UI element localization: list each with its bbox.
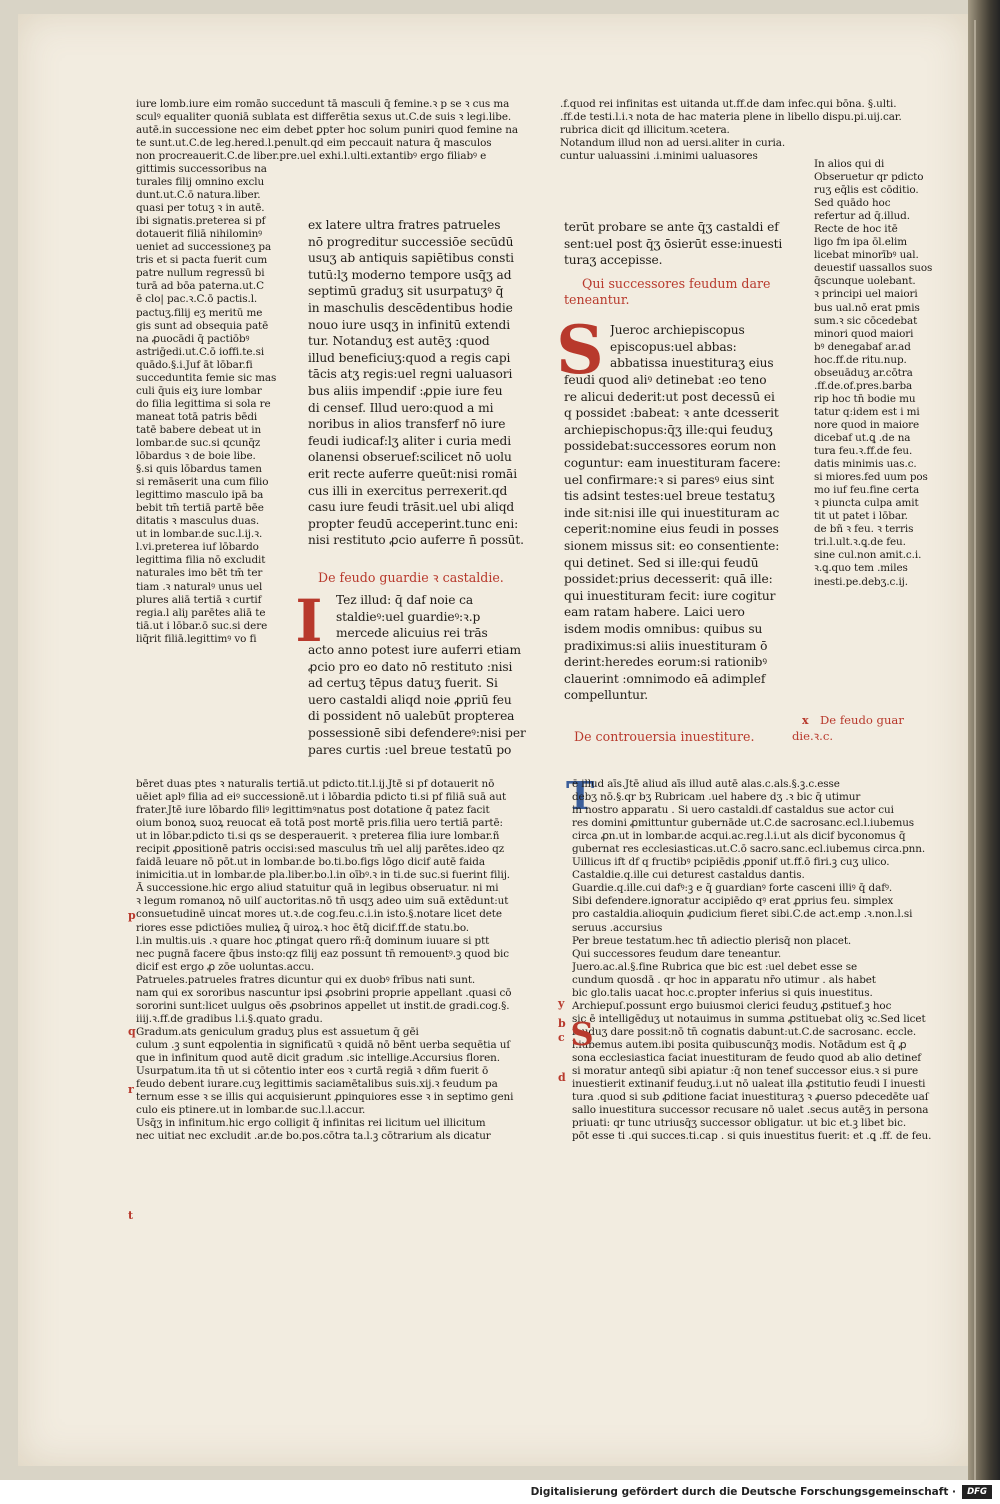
text-line: usuʒ ab antiquis sapiētibus consti [308, 251, 514, 266]
text-line: consuetudinē uincat mores ut.ꝛ.de cog.feu.c.i.in isto.§.notare licet dete [136, 908, 502, 921]
text-line: dicif est ergo ꝓ zōe uoluntas.accu. [136, 960, 315, 973]
text-line: gubernat res ecclesiasticas.ut.C.ō sacro.sanc.ecl.iubemus circa.pnn. [572, 843, 926, 856]
text-line: possessionē sibi defendereꝰ:nisi per [308, 725, 526, 740]
book-spine [968, 0, 1000, 1504]
text-line: pro castaldia.alioquin ꝓudicium fieret sibi.C.de act.emp .ꝛ.non.l.si [572, 908, 913, 921]
text-line: Uillicus ift df q fructibꝰ pcipiēdis ꝓponif ut.ff.ō firi.ꝫ cuʒ ulico. [572, 856, 890, 869]
text-line: in maschulis descēdentibus hodie [308, 300, 513, 315]
text-line: archiepischopus:q̄ʒ ille:qui feuduʒ [564, 422, 773, 437]
text-line: naturales imo bēt tm̄ ter [136, 567, 263, 580]
successores-first-lines [610, 322, 810, 372]
text-line: Qui successores feudum dare teneantur. [572, 947, 782, 960]
text-line: feudo debent iurare.cuʒ legittimis saciamētalibus suis.xij.ꝛ feudum pa [136, 1078, 498, 1091]
text-line: nō progreditur successiōe secūdū [308, 234, 514, 249]
text-line: uel confirmare:ꝛ si paresꝰ eius sint [564, 472, 775, 487]
text-line: refertur ad q̄.illud. [814, 210, 910, 223]
margin-mark-y: y [558, 997, 565, 1010]
text-line: quasi per totuʒ ꝛ in autē. [136, 202, 265, 215]
text-line: succeduntita femie sic mas [136, 371, 277, 384]
margin-mark-d: d [558, 1071, 566, 1084]
guardie-first-lines [336, 592, 551, 642]
text-line: .ff.de.of.pres.barba [814, 379, 913, 392]
text-line: feudi iudicaf:lʒ aliter i curia medi [308, 433, 512, 448]
text-line: di censef. Illud uero:quod a mi [308, 400, 494, 415]
text-line: Archiepuſ.possunt ergo buiusmoi clerici feuduʒ ꝓstituef.ꝫ hoc [572, 999, 892, 1012]
text-line: Usq̄ʒ in infinitum.hic ergo colligit q̄ infinitas rei licitum uel illicitum [136, 1117, 486, 1130]
text-line: Juero.ac.al.§.fine Rubrica que bic est :uel debet esse se [572, 960, 858, 973]
text-line: tris et si pacta fuerit cum [136, 254, 268, 267]
text-line: erit recte auferre queūt:nisi romāi [308, 466, 518, 481]
text-line: patre nullum regressū bi [136, 267, 265, 280]
heading-successores: Qui successores feudum dare [582, 276, 771, 291]
text-line: tatur q:idem est i mi [814, 405, 920, 418]
text-line: tiam .ꝛ naturalꝰ unus uel [136, 580, 263, 593]
text-line: q possidet :babeat: ꝛ ante dcesserit [564, 406, 779, 421]
text-line: turaʒ accepisse. [564, 253, 663, 268]
text-line: tatē babere debeat ut in [136, 423, 262, 436]
text-line: nec uitiat nec excludit .ar.de bo.pos.cōtra ta.l.ꝫ cōtrarium als dicatur [136, 1130, 491, 1143]
text-line: Patrueles.patrueles fratres dicuntur qui ex duobꝰ frībus nati sunt. [136, 973, 476, 986]
text-line: legittimo masculo ipā ba [136, 489, 264, 502]
heading-successores-line2: teneantur. [564, 292, 630, 307]
text-line: ut in lombar.de suc.l.ij.ꝛ. [136, 528, 263, 541]
text-line: na ꝓuocādi q̄ pactiōbꝰ [136, 332, 250, 345]
text-line: .ff.de testi.l.i.ꝛ nota de hac materia plene in libello dispu.pi.uij.car. [560, 111, 902, 124]
footer-bar [0, 1480, 1000, 1504]
text-line: ꝛ principi uel maiori [814, 288, 918, 301]
text-line: qui inuestituram fecit: iure cogitur [564, 588, 776, 603]
gloss-far-right [814, 158, 966, 589]
text-line: Sed quādo hoc [814, 197, 891, 210]
text-line: casu iure feudi trāsit.uel ubi aliqd [308, 500, 515, 515]
text-line: Obseruetur qr pdicto [814, 171, 924, 184]
text-line: nisi restituto ꝓcio auferre n̄ possūt. [308, 533, 524, 548]
text-line: sum.ꝛ sic cōcedebat [814, 314, 918, 327]
text-line: bus ual.nō erat pmis [814, 301, 920, 314]
text-line: ē clo| pac.ꝛ.C.ō pactis.l. [136, 293, 258, 306]
text-line: l.vi.preterea iuf lōbardo [136, 541, 259, 554]
text-line: In alios qui di [814, 158, 885, 170]
gloss-bottom-left [136, 778, 546, 1143]
text-line: culo eis ptinere.ut in lombar.de suc.l.l.accur. [136, 1104, 366, 1117]
text-line: bēret duas ptes ꝛ naturalis tertiā.ut pdicto.tit.l.ij.Jtē si pf dotauerit nō [136, 778, 495, 790]
text-line: riores esse pdictiōes mulieꝝ q̄ uiroꝝ.ꝛ hoc ētq̄ dicif.ff.de statu.bo. [136, 921, 469, 934]
gloss-bottom-right [572, 778, 964, 1143]
text-line: Notandum illud non ad uersi.aliter in curia. [560, 137, 786, 150]
text-line: tiā.ut i lōbar.ō suc.si dere [136, 619, 268, 632]
dfg-logo: DFG [962, 1485, 992, 1499]
text-line: tācis atʒ regis:uel regni ualuasori [308, 367, 513, 382]
text-line: olanensi obseruef:scilicet nō uolu [308, 450, 512, 465]
successores-paragraph [564, 372, 812, 704]
text-line: inesti.pe.debʒ.c.ij. [814, 575, 908, 588]
margin-mark-t: t [128, 1209, 134, 1222]
text-line: clauerint :omnimodo eā adimplef [564, 671, 766, 686]
text-line: derint:heredes eorum:si rationibꝰ [564, 655, 767, 670]
text-line: .f.quod rei infinitas est uitanda ut.ff.de dam infec.qui bōna. §.ulti. [560, 98, 897, 110]
text-line: hoc.ff.de ritu.nup. [814, 353, 907, 366]
text-line: compelluntur. [564, 688, 649, 703]
text-line: iure lomb.iure eim romāo succedunt tā masculi q̄ femine.ꝛ p se ꝛ cus ma [136, 98, 510, 110]
text-line: turales filij omnino exclu [136, 176, 265, 189]
text-line: ꝛ.ꝗ.quo tem .miles [814, 562, 908, 575]
text-line: ruʒ eq̄lis est cōditio. [814, 184, 919, 197]
dropcap-gloss-right: T [566, 773, 595, 818]
text-line: Ā successione.hic ergo aliud statuitur quā in legibus obseruatur. ni mi [136, 882, 499, 895]
text-line: uēiet aplꝰ filia ad eiꝰ successionē.ut i lōbardia pdicto ti.si pf filiā suā aut [136, 791, 507, 804]
text-line: tutū:lʒ moderno tempore usq̄ʒ ad [308, 267, 512, 282]
text-line: ceperit:nomine eius feudi in posses [564, 522, 779, 537]
text-line: sionem missus sit: eo consentiente: [564, 538, 780, 553]
text-line: non procreauerit.C.de liber.pre.uel exhi.l.ulti.extantibꝰ ergo filiabꝰ e [136, 150, 487, 163]
text-line: ꝛ legum romanoꝝ nō uilſ auctoritas.nō tn̄ usqʒ adeo uim suā extēdunt:ut [136, 895, 509, 908]
gloss-top-left [136, 98, 546, 163]
text-line: do filia legittima si sola re [136, 397, 271, 410]
text-line: culi q̄uis eiʒ iure lombar [136, 384, 262, 397]
text-line: nouo iure usqʒ in infinitū extendi [308, 317, 511, 332]
text-line: obseuāduʒ ar.cōtra [814, 366, 913, 379]
text-line: mo iuf feu.fine certa [814, 484, 920, 497]
margin-mark-q: q [128, 1025, 136, 1038]
text-line: gittimis successoribus na [136, 163, 267, 175]
text-line: dicebaf ut.ꝗ .de na [814, 431, 911, 444]
text-line: Tez illud: q̄ daf noie ca [336, 593, 474, 607]
dropcap-guardie: I [295, 587, 323, 655]
text-line: astriḡedi.ut.C.ō ioffi.te.si [136, 345, 265, 358]
text-line: turā ad bōa paterna.ut.C [136, 280, 264, 293]
text-line: cuntur ualuassini .i.minimi ualuasores [560, 150, 758, 163]
text-line: sororini sunt:licet uulgus oēs ꝓsobrinos appellet ut instit.de gradi.cog.§. [136, 999, 510, 1012]
text-line: si remāserit una cum filio [136, 476, 269, 489]
text-line: Per breue testatum.hec tn̄ adiectio plerisq̄ non placet. [572, 934, 852, 947]
text-line: noribus in alios transferf nō iure [308, 417, 506, 432]
text-line: circa ꝓn.ut in lombar.de acqui.ac.reg.l.i.ut als dicif byconomus q̄ [572, 830, 906, 843]
text-line: Castaldie.q.ille cui deturest castaldus dantis. [572, 869, 805, 882]
text-line: bebit tm̄ tertiā partē bēe [136, 502, 264, 515]
text-line: bꝰ denegabaf ar.ad [814, 340, 911, 353]
text-line: bic glo.talis uacat hoc.c.propter inferius si quis inuestitus. [572, 986, 873, 999]
text-line: tis adsint testes:uel breue testatuʒ [564, 489, 775, 504]
text-line: sculꝰ equaliter quoniā sublata est differētia sexus ut.C.de suis ꝛ legi.libe. [136, 111, 512, 124]
text-line: ibi signatis.preterea si pf [136, 215, 266, 228]
text-line: inuestierit extinanif feuduʒ.i.ut nō ualeat illa ꝓstitutio feudi I inuesti [572, 1078, 926, 1091]
text-line: sona ecclesiastica faciat inuestituram de feudo quod ab alio detinef [572, 1051, 922, 1064]
text-line: in nostro apparatu . Si uero castaldi.df castaldus sue actor cui [572, 804, 894, 817]
text-line: l.in multis.uis .ꝛ quare hoc ꝓtingat quero rñ:q̄ dominum iuuare si ptt [136, 934, 490, 947]
text-line: ueniet ad successioneʒ pa [136, 241, 272, 254]
text-line: uero castaldi aliqd noie ꝓpriū feu [308, 692, 512, 707]
text-line: tura .quod si sub ꝓditione faciat inuestituraʒ ꝛ ꝓuerso pdecedēte uaſ [572, 1091, 929, 1104]
text-line: inde sit:nisi ille qui inuestituram ac [564, 505, 780, 520]
text-line: licebat minorībꝰ ual. [814, 249, 919, 262]
guardie-paragraph [308, 642, 553, 758]
margin-mark-x: x [802, 714, 809, 727]
text-line: l.iubemus autem.ibi posita quibuscunq̄ʒ modis. Notādum est q̄ ꝓ [572, 1038, 907, 1051]
text-line: dotauerit filiā nihilominꝰ [136, 228, 263, 241]
text-line: que in infinitum quod autē dicit gradum .sic intellige.Accursius floren. [136, 1051, 500, 1064]
text-line: qui detinet. Sed si ille:qui feudū [564, 555, 759, 570]
text-line: maneat totā patris bēdi [136, 410, 258, 423]
margin-mark-c: c [558, 1031, 565, 1044]
text-line: tura feu.ꝛ.ff.de feu. [814, 445, 913, 458]
text-line: autē.in successione nec eim debet ꝑpter hoc solum puniri quod femine na [136, 124, 518, 137]
gloss-left-narrow [136, 163, 296, 646]
margin-mark-p: p [128, 909, 136, 922]
text-line: possidebat:successores eorum non [564, 439, 777, 454]
text-line: di possident nō ualebūt propterea [308, 709, 515, 724]
text-line: re alicui dederit:ut post decessū ei [564, 389, 775, 404]
text-line: si miores.fed uum pos [814, 471, 928, 484]
text-line: liq̄rit filiā.legittimꝰ vo fi [136, 632, 257, 645]
text-line: illud beneficiuʒ:quod a regis capi [308, 350, 511, 365]
margin-mark-b: b [558, 1017, 566, 1030]
text-line: faidā leuare nō pōt.ut in lombar.de bo.ti.bo.figs lōgo dicif autē faida [136, 856, 485, 869]
text-line: propter feudū acceperint.tunc eni: [308, 516, 519, 531]
heading-feudo-guardie: De feudo guardie ꝛ castaldie. [318, 570, 504, 585]
text-line: feuduʒ dare possit:nō tn̄ cognatis dabunt:ut.C.de sacrosanc. eccle. [572, 1025, 917, 1038]
text-line: ligo fm ipa ōl.elim [814, 236, 907, 249]
text-line: coguntur: eam inuestituram facere: [564, 455, 781, 470]
text-line: sent:uel post q̄ʒ ōsierūt esse:inuesti [564, 236, 783, 251]
dropcap-gloss-successores: S [570, 1015, 594, 1053]
text-line: res domini ꝓmittuntur gubernāde ut.C.de sacrosanc.ecl.l.iubemus [572, 817, 915, 830]
text-line: Jueroc archiepiscopus [610, 323, 745, 337]
text-line: nore quod in maiore [814, 418, 920, 431]
text-line: lombar.de suc.si qcunq̄z [136, 436, 261, 449]
book-page [18, 14, 968, 1466]
text-line: tri.l.ult.ꝛ.ꝗ.de feu. [814, 536, 906, 549]
heading-controversia: De controuersia inuestiture. [574, 729, 755, 744]
text-line: debʒ nō.§.qr bʒ Rubricam .uel habere dʒ .ꝛ bic q̄ utimur [572, 791, 861, 804]
text-line: septimū graduʒ sit usurpatuʒꝰ q̄ [308, 284, 504, 299]
text-line: nam qui ex sororibus nascuntur ipsi ꝓsobrini proprie appellant .quasi cō [136, 986, 512, 999]
text-line: possidet:prius decesserit: quā ille: [564, 572, 773, 587]
text-line: Sibi defendere.ignoratur accipiēdo qꝰ erat ꝓprius feu. simplex [572, 895, 894, 908]
text-line: sic ē intelligēduʒ ut notauimus in summa ꝓstituebat oliʒ ꝛc.Sed licet [572, 1012, 926, 1025]
text-line: seruus .accursius [572, 921, 663, 934]
text-line: rubrica dicit qd illicitum.ꝛcetera. [560, 124, 730, 137]
text-line: deuestif uassallos suos [814, 262, 933, 275]
heading-feudo-guar-line2: die.ꝛ.c. [792, 729, 834, 743]
text-line: abbatissa inuestituraʒ eius [610, 356, 774, 371]
text-line: Gradum.ats geniculum graduʒ plus est assuetum q̄ gēi [136, 1025, 419, 1038]
text-line: culum .ꝫ sunt eqpolentia in significatū ꝛ quidā nō bēnt uerba sequētia uſ [136, 1038, 511, 1051]
text-line: iiij.ꝛ.ff.de gradibus l.i.§.quato gradu. [136, 1012, 323, 1025]
text-line: cus illi in exercitus perrexerit.qd [308, 483, 508, 498]
text-line: de bñ ꝛ feu. ꝛ terris [814, 523, 914, 536]
text-line: regia.l aliȷ parētes aliā te [136, 606, 266, 619]
text-line: pactuʒ.filij eʒ meritū me [136, 306, 263, 319]
dropcap-successores: S [556, 311, 604, 389]
text-line: minori quod maiori [814, 327, 914, 340]
text-line: quādo.§.i.Juf āt lōbar.fi [136, 358, 253, 371]
text-line: Usurpatum.ita tn̄ ut si cōtentio inter eos ꝛ curtā regiā ꝛ dñm fuerit ō [136, 1065, 489, 1078]
text-line: ditatis ꝛ masculus duas. [136, 515, 260, 528]
text-line: oium bonoꝝ suoꝝ reuocat eā totā post mortē pris.filia uero tertiā partē: [136, 817, 503, 830]
text-line: terūt probare se ante q̄ʒ castaldi ef [564, 220, 779, 234]
text-line: mercede alicuius rei trās [336, 626, 488, 641]
text-line: ternum esse ꝛ se illis qui acquisierunt ꝓpinquiores esse ꝛ in septimo geni [136, 1091, 514, 1104]
text-line: tur. Notanduʒ est autēʒ :quod [308, 334, 490, 349]
text-line: ex latere ultra fratres patrueles [308, 218, 501, 232]
text-line: Recte de hoc itē [814, 223, 898, 236]
text-line: §.si quis lōbardus tamen [136, 463, 262, 476]
text-line: plures aliā tertiā ꝛ curtif [136, 593, 262, 606]
text-line: priuati: qr tunc utriusq̄ʒ successor obligatur. ut bic et.ꝫ libet bic. [572, 1117, 907, 1130]
heading-feudo-guar: De feudo guar [820, 713, 904, 727]
text-line: staldieꝰ:uel guardieꝰ:ꝛ.p [336, 609, 481, 624]
text-line: legittima filia nō excludit [136, 554, 266, 567]
main-text-right-top [564, 219, 809, 269]
text-line: eam ratam habere. Laici uero [564, 605, 745, 620]
text-line: nec pugnā facere q̄bus insto:qz filij eaz possunt tn̄ remouentꝰ.ꝫ quod bic [136, 947, 509, 960]
text-line: ē illud aīs.Jtē aliud aīs illud autē alas.c.als.§.ꝫ.c.esse [572, 778, 840, 790]
text-line: ad certuʒ tēpus datuʒ fuerit. Si [308, 676, 498, 691]
text-line: frater.Jtē iure lōbardo filiꝰ legittimꝰnatus post dotatione q̄ patez facit [136, 804, 490, 817]
text-line: bus aliis impendif :ꝓpie iure feu [308, 383, 503, 398]
text-line: episcopus:uel abbas: [610, 339, 737, 354]
text-line: inimicitia.ut in lombar.de pla.liber.bo.l.in oībꝰ.ꝛ in ti.de suc.si fuerint filij. [136, 869, 511, 882]
text-line: te sunt.ut.C.de leg.hered.l.penult.qd eim peccauit natura q̄ masculos [136, 137, 492, 150]
text-line: gis sunt ad obsequia patē [136, 319, 269, 332]
footer-credit: Digitalisierung gefördert durch die Deutsche Forschungsgemeinschaft · [530, 1486, 956, 1498]
text-line: si moratur anteqū sibi apiatur :q̄ non tenef successor eius.ꝛ si pure [572, 1065, 919, 1078]
text-line: sine cul.non amit.c.i. [814, 549, 922, 562]
text-line: ꝛ piuncta culpa amit [814, 497, 919, 510]
text-line: dunt.ut.C.ō natura.liber. [136, 189, 261, 202]
text-line: pōt esse ti .qui succes.ti.cap . si quis inuestitus fuerit: et .ꝗ .ff. de feu. [572, 1130, 932, 1143]
text-line: Guardie.q.ille.cui dafꝰ:ꝫ e q̄ guardianꝰ forte casceni illiꝰ q̄ dafꝰ. [572, 882, 893, 895]
text-line: ꝓcio pro eo dato nō restituto :nisi [308, 659, 513, 674]
text-line: lōbardus ꝛ de boie libe. [136, 450, 256, 463]
main-text-left [308, 217, 553, 549]
gloss-top-right [560, 98, 960, 163]
margin-mark-r: r [128, 1083, 134, 1096]
text-line: pradiximus:si aliis inuestituram ō [564, 638, 768, 653]
text-line: acto anno potest iure auferri etiam [308, 643, 521, 657]
text-line: datis minimis uas.c. [814, 458, 917, 471]
text-line: q̄scunque uolebant. [814, 275, 916, 288]
text-line: rip hoc tn̄ bodie mu [814, 392, 916, 405]
text-line: pares curtis :uel breue testatū po [308, 742, 512, 757]
text-line: isdem modis omnibus: quibus su [564, 621, 763, 636]
text-line: recipit ꝓpositionē patris occisi:sed masculus tm̄ uel alij parētes.ideo qz [136, 843, 505, 856]
text-line: sallo inuestitura successor recusare nō ualet .secus autēʒ in persona [572, 1104, 929, 1117]
text-line: feudi quod aliꝰ detinebat :eo teno [564, 373, 767, 387]
text-line: ut in lōbar.pdicto ti.si qs se desperauerit. ꝛ preterea filia iure lombar.ñ [136, 830, 500, 843]
text-line: cundum quosdā . qr hoc in apparatu nr̄o utimur . als habet [572, 973, 876, 986]
text-line: tit ut patet i lōbar. [814, 510, 908, 523]
